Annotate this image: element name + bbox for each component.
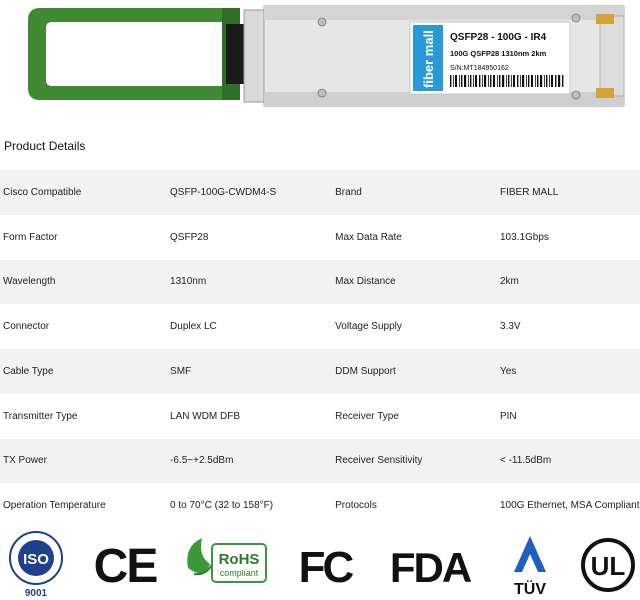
spec-label: Wavelength (0, 260, 170, 305)
iso-text: ISO (23, 551, 49, 568)
label-model: QSFP28 - 100G - IR4 (450, 32, 547, 43)
spec-label: Operation Temperature (0, 483, 170, 528)
spec-value: 0 to 70°C (32 to 158°F) (170, 483, 335, 528)
table-row (0, 304, 640, 349)
fda-mark-icon (380, 530, 480, 600)
table-row (0, 394, 640, 439)
spec-label: Connector (0, 304, 170, 349)
spec-label: TX Power (0, 439, 170, 484)
spec-label: DDM Support (335, 349, 500, 394)
spec-value: 103.1Gbps (500, 215, 640, 260)
spec-label: Cable Type (0, 349, 170, 394)
fc-text: FC (298, 543, 352, 592)
table-row (0, 260, 640, 305)
spec-label: Form Factor (0, 215, 170, 260)
product-image (0, 0, 640, 122)
spec-value: 1310nm (170, 260, 335, 305)
ce-mark-icon (90, 530, 160, 600)
spec-value: SMF (170, 349, 335, 394)
ul-text: UL (590, 551, 626, 581)
product-details-title: Product Details (4, 139, 86, 153)
table-row (0, 483, 640, 528)
pull-tab (28, 8, 240, 100)
tuv-mark-icon (500, 530, 560, 600)
spec-label: Voltage Supply (335, 304, 500, 349)
connector-face (226, 24, 246, 84)
spec-value: QSFP-100G-CWDM4-S (170, 170, 335, 215)
spec-value: -6.5~+2.5dBm (170, 439, 335, 484)
spec-value: Yes (500, 349, 640, 394)
tuv-text: TÜV (514, 581, 546, 598)
rohs-compliant-icon (180, 530, 270, 600)
spec-value: Duplex LC (170, 304, 335, 349)
iso-9001-icon (6, 530, 66, 600)
product-label (410, 22, 570, 94)
spec-label: Cisco Compatible (0, 170, 170, 215)
spec-label: Receiver Type (335, 394, 500, 439)
rohs-subtext: compliant (219, 568, 259, 578)
spec-value: < -11.5dBm (500, 439, 640, 484)
spec-value: PIN (500, 394, 640, 439)
label-serial: S/N:MT184950162 (450, 65, 509, 72)
table-row (0, 215, 640, 260)
certification-logos (0, 530, 640, 600)
spec-label: Brand (335, 170, 500, 215)
spec-label: Max Distance (335, 260, 500, 305)
rohs-text: RoHS (218, 551, 260, 568)
spec-table (0, 170, 640, 528)
spec-value: QSFP28 (170, 215, 335, 260)
spec-label: Protocols (335, 483, 500, 528)
table-row (0, 349, 640, 394)
label-description: 100G QSFP28 1310nm 2km (450, 49, 547, 58)
spec-label: Receiver Sensitivity (335, 439, 500, 484)
spec-value: 3.3V (500, 304, 640, 349)
table-row (0, 170, 640, 215)
label-brand: fiber mall (421, 30, 436, 88)
spec-value: 2km (500, 260, 640, 305)
ce-text: CE (93, 540, 157, 593)
spec-label: Transmitter Type (0, 394, 170, 439)
spec-value: 100G Ethernet, MSA Compliant (500, 483, 640, 528)
table-row (0, 439, 640, 484)
fda-text: FDA (389, 544, 471, 591)
spec-value: LAN WDM DFB (170, 394, 335, 439)
spec-label: Max Data Rate (335, 215, 500, 260)
spec-value: FIBER MALL (500, 170, 640, 215)
ul-mark-icon (578, 530, 638, 600)
iso-number: 9001 (24, 588, 48, 599)
fcc-mark-icon (290, 530, 360, 600)
